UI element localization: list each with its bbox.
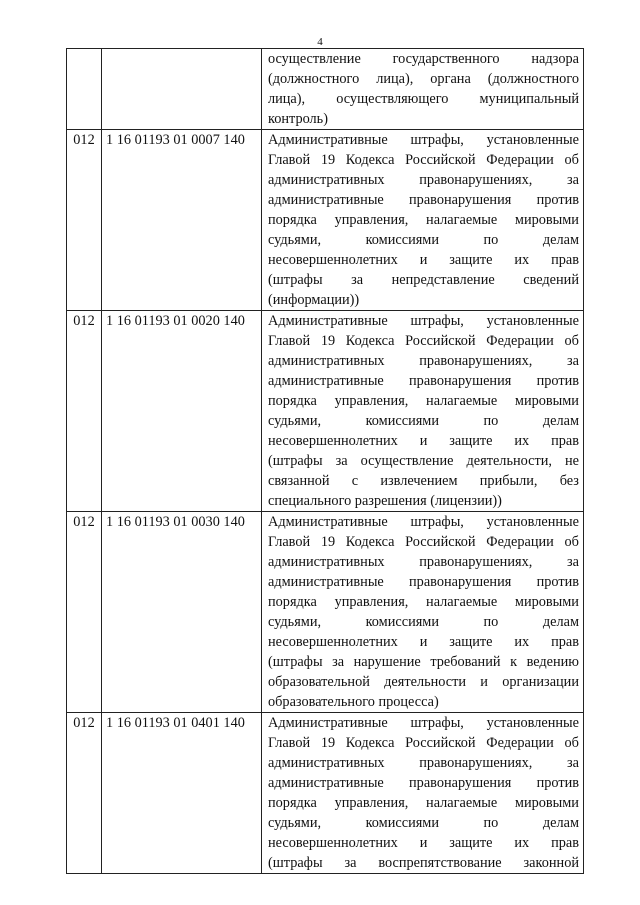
- description-line: специального разрешения (лицензии)): [268, 493, 502, 509]
- description-line: порядка управления, налагаемые мировыми: [268, 795, 579, 811]
- description-line: административные правонарушения против: [268, 574, 579, 590]
- description-line: Административные штрафы, установленные: [268, 514, 579, 530]
- budget-code-cell: 1 16 01193 01 0401 140: [102, 713, 262, 874]
- description-line: порядка управления, налагаемые мировыми: [268, 594, 579, 610]
- description-line: Административные штрафы, установленные: [268, 132, 579, 148]
- description-line: (штрафы за нарушение требований к ведению: [268, 654, 579, 670]
- description-line: образовательного процесса): [268, 694, 439, 710]
- admin-code-cell: 012: [67, 512, 102, 713]
- description-line: административных правонарушениях, за: [268, 554, 579, 570]
- description-cell: [262, 713, 584, 874]
- description-line: административных правонарушениях, за: [268, 353, 579, 369]
- description-line: порядка управления, налагаемые мировыми: [268, 212, 579, 228]
- description-line: Главой 19 Кодекса Российской Федерации об: [268, 735, 579, 751]
- description-line: Административные штрафы, установленные: [268, 313, 579, 329]
- description-cell: [262, 49, 584, 130]
- description-line: несовершеннолетних и защите их прав: [268, 433, 579, 449]
- admin-code-cell: 012: [67, 311, 102, 512]
- description-line: Главой 19 Кодекса Российской Федерации об: [268, 333, 579, 349]
- description-line: (должностного лица), органа (должностного: [268, 71, 579, 87]
- table-body: [67, 49, 584, 874]
- table-row: [67, 49, 584, 130]
- description-line: несовершеннолетних и защите их прав: [268, 835, 579, 851]
- description-line: судьями, комиссиями по делам: [268, 413, 579, 429]
- description-line: несовершеннолетних и защите их прав: [268, 252, 579, 268]
- admin-code-cell: [67, 49, 102, 130]
- description-line: административных правонарушениях, за: [268, 172, 579, 188]
- budget-code-cell: 1 16 01193 01 0030 140: [102, 512, 262, 713]
- table-row: [67, 512, 584, 713]
- table-row: [67, 311, 584, 512]
- description-line: образовательной деятельности и организации: [268, 674, 579, 690]
- table-row: [67, 130, 584, 311]
- description-line: судьями, комиссиями по делам: [268, 232, 579, 248]
- description-line: административные правонарушения против: [268, 373, 579, 389]
- description-line: административные правонарушения против: [268, 192, 579, 208]
- description-line: судьями, комиссиями по делам: [268, 815, 579, 831]
- admin-code-cell: 012: [67, 130, 102, 311]
- description-line: связанной с извлечением прибыли, без: [268, 473, 579, 489]
- table-row: [67, 713, 584, 874]
- description-line: порядка управления, налагаемые мировыми: [268, 393, 579, 409]
- description-cell: [262, 311, 584, 512]
- description-line: несовершеннолетних и защите их прав: [268, 634, 579, 650]
- description-cell: [262, 512, 584, 713]
- budget-code-cell: 1 16 01193 01 0007 140: [102, 130, 262, 311]
- description-line: административных правонарушениях, за: [268, 755, 579, 771]
- description-line: судьями, комиссиями по делам: [268, 614, 579, 630]
- page-number: 4: [317, 36, 323, 48]
- description-line: осуществление государственного надзора: [268, 51, 579, 67]
- description-cell: [262, 130, 584, 311]
- description-line: Административные штрафы, установленные: [268, 715, 579, 731]
- description-line: (штрафы за непредставление сведений: [268, 272, 579, 288]
- description-line: (штрафы за осуществление деятельности, не: [268, 453, 579, 469]
- description-line: (информации)): [268, 292, 360, 308]
- description-line: Главой 19 Кодекса Российской Федерации об: [268, 152, 579, 168]
- description-line: контроль): [268, 111, 328, 127]
- budget-code-cell: [102, 49, 262, 130]
- budget-classification-table: [66, 48, 584, 874]
- description-line: административные правонарушения против: [268, 775, 579, 791]
- description-line: лица), осуществляющего муниципальный: [268, 91, 579, 107]
- description-line: (штрафы за воспрепятствование законной: [268, 855, 579, 871]
- admin-code-cell: 012: [67, 713, 102, 874]
- budget-code-cell: 1 16 01193 01 0020 140: [102, 311, 262, 512]
- description-line: Главой 19 Кодекса Российской Федерации об: [268, 534, 579, 550]
